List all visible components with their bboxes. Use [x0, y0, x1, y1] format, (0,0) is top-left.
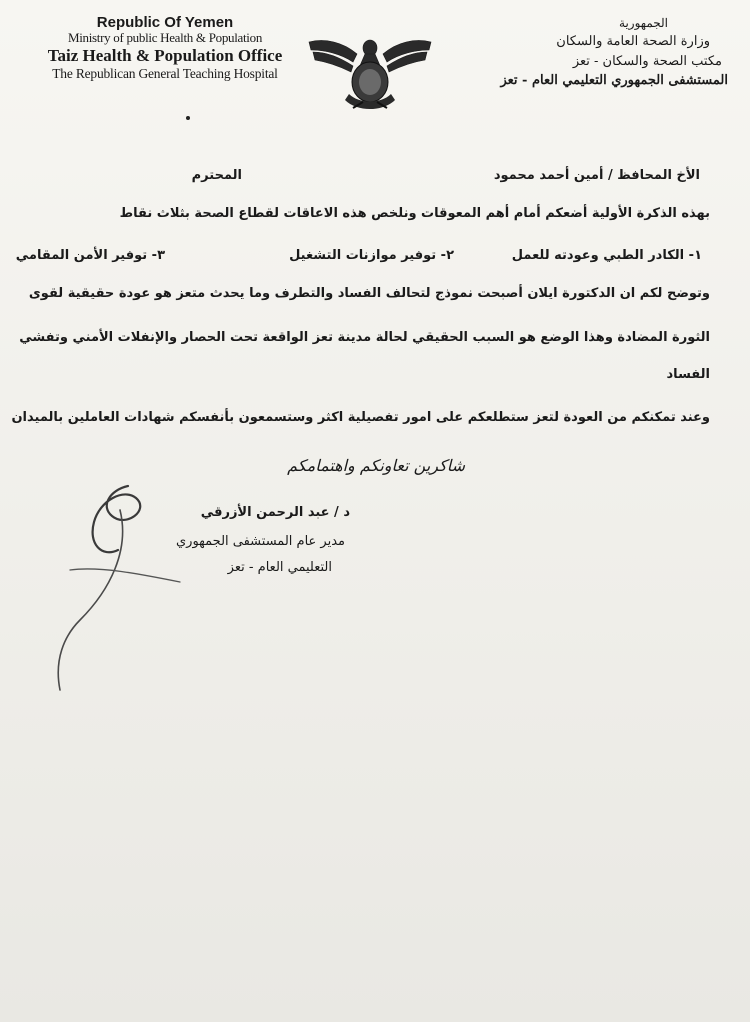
signatory-name: د / عبد الرحمن الأزرقي: [200, 505, 350, 520]
office-line: Taiz Health & Population Office: [47, 46, 283, 66]
ar-office-line: مكتب الصحة والسكان - تعز: [572, 53, 722, 69]
paragraph-line-3: الفساد: [666, 367, 710, 382]
point-2: ٢- توفير موازنات التشغيل: [289, 248, 454, 263]
ministry-line: Ministry of public Health & Population: [67, 30, 263, 46]
handwritten-signature: [40, 470, 360, 710]
point-3: ٣- توفير الأمن المقامي: [15, 248, 165, 263]
english-letterhead: [30, 14, 300, 81]
intro-line: بهذه الذكرة الأولية أضعكم أمام أهم المعوقات ونلخص هذه الاعاقات لقطاع الصحة بثلاث نقاط: [119, 206, 710, 221]
ar-ministry-line: وزارة الصحة العامة والسكان: [556, 34, 710, 49]
header-dot: [186, 116, 190, 120]
signatory-title-2: التعليمي العام - تعز: [227, 560, 332, 575]
hospital-line: The Republican General Teaching Hospital: [52, 65, 278, 81]
arabic-letterhead: [468, 14, 728, 91]
point-1: ١- الكادر الطبي وعودته للعمل: [511, 248, 702, 263]
republic-line: Republic Of Yemen: [96, 14, 234, 31]
honorific: المحترم: [191, 168, 242, 183]
paragraph-line-1: وتوضح لكم ان الدكتورة ايلان أصبحت نموذج لتحالف الفساد والتطرف وما يحدث متعز هو عودة حقيقية لقوى: [28, 286, 710, 301]
addressee: الأخ المحافظ / أمين أحمد محمود: [493, 168, 700, 183]
closing-line: شاكرين تعاونكم واهتمامكم: [287, 456, 465, 475]
paragraph-line-2: الثورة المضادة وهذا الوضع هو السبب الحقيقي لحالة مدينة تعز الواقعة تحت الحصار والإنفلات الأمني وتفشي: [19, 330, 710, 345]
paragraph-line-4: وعند تمكنكم من العودة لتعز ستطلعكم على امور تفصيلية اكثر وستسمعون بأنفسكم شهادات العاملين بالميدان: [11, 410, 710, 425]
ar-hospital-line: المستشفى الجمهوري التعليمي العام - تعز: [500, 73, 728, 88]
yemen-eagle-emblem-icon: [305, 28, 435, 118]
ar-republic-line: الجمهورية: [619, 16, 668, 30]
signatory-title-1: مدير عام المستشفى الجمهوري: [176, 534, 345, 549]
